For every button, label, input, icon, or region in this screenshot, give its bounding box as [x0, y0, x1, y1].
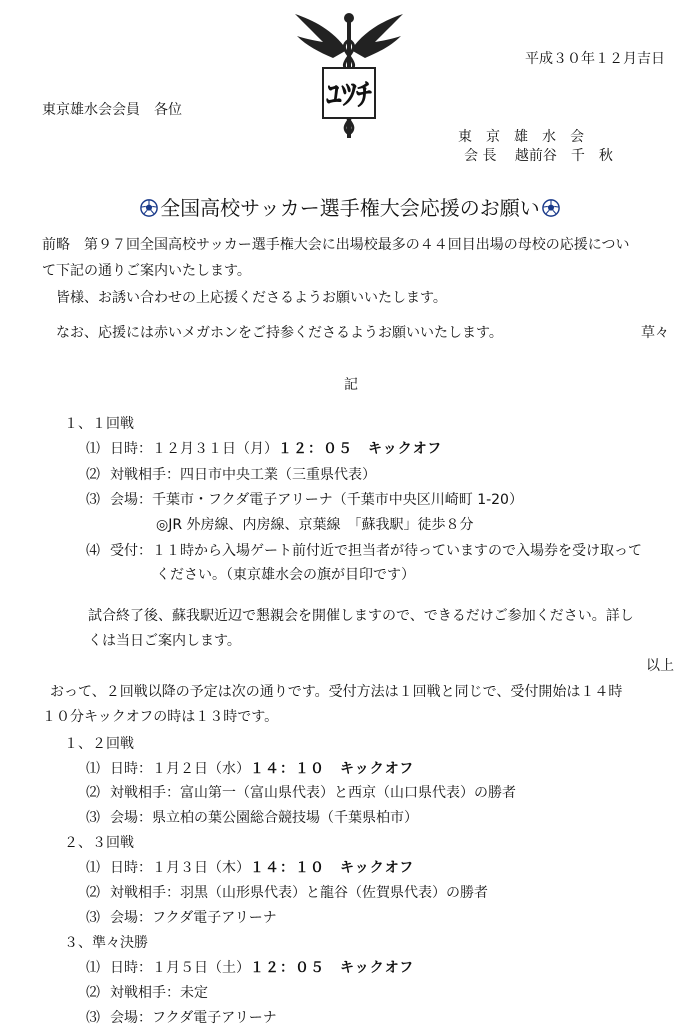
round4-date-label: 日時：１月５日（土） — [110, 960, 250, 976]
followup-line-2: １０分キックオフの時は１３時です。 — [42, 709, 279, 725]
round3-opponent — [86, 884, 488, 902]
round2-date-label: 日時：１月２日（水） — [110, 761, 250, 777]
round2-kickoff: １４：１０ キックオフ — [250, 761, 415, 777]
item-number: ⑴ — [86, 761, 100, 777]
round4-kickoff: １２：０５ キックオフ — [250, 960, 415, 976]
item-number: ⑴ — [86, 860, 100, 876]
title-text: 全国高校サッカー選手権大会応援のお願い — [160, 196, 540, 220]
closing-word: 草々 — [641, 325, 669, 341]
intro-line-4: なお、応援には赤いメガホンをご持参くださるようお願いいたします。 — [56, 325, 503, 341]
round4-opponent-text: 対戦相手：未定 — [110, 985, 208, 1001]
soccer-ball-icon — [542, 199, 560, 217]
round1-date-label: 日時：１２月３１日（月） — [110, 441, 278, 457]
sender-president: 会 長 越前谷 千 秋 — [464, 148, 613, 164]
round1-heading: １、１回戦 — [64, 416, 134, 432]
round1-opponent-text: 対戦相手：四日市中央工業（三重県代表） — [110, 467, 376, 483]
round2-datetime — [86, 760, 414, 778]
round1-reception-cont: ください。（東京雄水会の旗が目印です） — [156, 567, 415, 583]
soccer-ball-icon — [140, 199, 158, 217]
item-number: ⑷ — [86, 543, 100, 559]
item-number: ⑶ — [86, 1010, 100, 1026]
round3-venue-text: 会場：フクダ電子アリーナ — [110, 910, 277, 926]
issue-date: 平成３０年１２月吉日 — [525, 51, 665, 67]
intro-line-2: て下記の通りご案内いたします。 — [42, 263, 251, 279]
round2-opponent-text: 対戦相手：富山第一（富山県代表）と西京（山口県代表）の勝者 — [110, 785, 516, 801]
round3-kickoff: １４：１０ キックオフ — [250, 860, 415, 876]
round3-opponent-text: 対戦相手：羽黒（山形県代表）と龍谷（佐賀県代表）の勝者 — [110, 885, 488, 901]
item-number: ⑶ — [86, 492, 100, 508]
after-party-line-1: 試合終了後、蘇我駅近辺で懇親会を開催しますので、できるだけご参加ください。詳し — [88, 608, 634, 624]
after-party-line-2: くは当日ご案内します。 — [88, 633, 241, 649]
item-number: ⑵ — [86, 885, 100, 901]
round4-datetime — [86, 959, 414, 977]
round3-date-label: 日時：１月３日（木） — [110, 860, 250, 876]
round1-kickoff: １２：０５ キックオフ — [278, 441, 443, 457]
round1-opponent — [86, 466, 376, 484]
document-title — [0, 192, 700, 221]
ijo-closing: 以上 — [646, 658, 674, 674]
round4-venue-text: 会場：フクダ電子アリーナ — [110, 1010, 277, 1026]
sender-organization: 東 京 雄 水 会 — [458, 129, 584, 145]
round2-venue — [86, 809, 418, 827]
round1-reception — [86, 542, 642, 560]
recipient-line: 東京雄水会会員 各位 — [42, 102, 182, 118]
logo-lettering: ﾕﾂﾁ — [326, 78, 372, 113]
round1-venue-text: 会場：千葉市・フクダ電子アリーナ（千葉市中央区川崎町 1-20） — [110, 492, 523, 508]
round1-venue — [86, 491, 523, 509]
round2-opponent — [86, 784, 516, 802]
round3-datetime — [86, 859, 414, 877]
round4-heading: ３、準々決勝 — [64, 935, 148, 951]
school-emblem-logo — [293, 10, 405, 140]
intro-line-1: 前略 第９７回全国高校サッカー選手権大会に出場校最多の４４回目出場の母校の応援につい — [42, 237, 630, 253]
round2-venue-text: 会場：県立柏の葉公園総合競技場（千葉県柏市） — [110, 810, 418, 826]
item-number: ⑵ — [86, 985, 100, 1001]
followup-line-1: おって、２回戦以降の予定は次の通りです。受付方法は１回戦と同じで、受付開始は１４時 — [50, 684, 623, 700]
round3-venue — [86, 909, 277, 927]
item-number: ⑵ — [86, 467, 100, 483]
item-number: ⑶ — [86, 810, 100, 826]
intro-line-3: 皆様、お誘い合わせの上応援くださるようお願いいたします。 — [56, 290, 447, 306]
item-number: ⑶ — [86, 910, 100, 926]
item-number: ⑵ — [86, 785, 100, 801]
ki-heading: 記 — [344, 377, 358, 393]
item-number: ⑴ — [86, 441, 100, 457]
item-number: ⑴ — [86, 960, 100, 976]
round4-opponent — [86, 984, 208, 1002]
round1-reception-text: 受付：１１時から入場ゲート前付近で担当者が待っていますので入場券を受け取って — [110, 543, 642, 559]
round1-access: ◎JR 外房線、内房線、京葉線 「蘇我駅」徒歩８分 — [156, 517, 474, 533]
round3-heading: ２、３回戦 — [64, 835, 134, 851]
round1-datetime — [86, 440, 442, 458]
round4-venue — [86, 1009, 277, 1027]
round2-heading: １、２回戦 — [64, 736, 134, 752]
